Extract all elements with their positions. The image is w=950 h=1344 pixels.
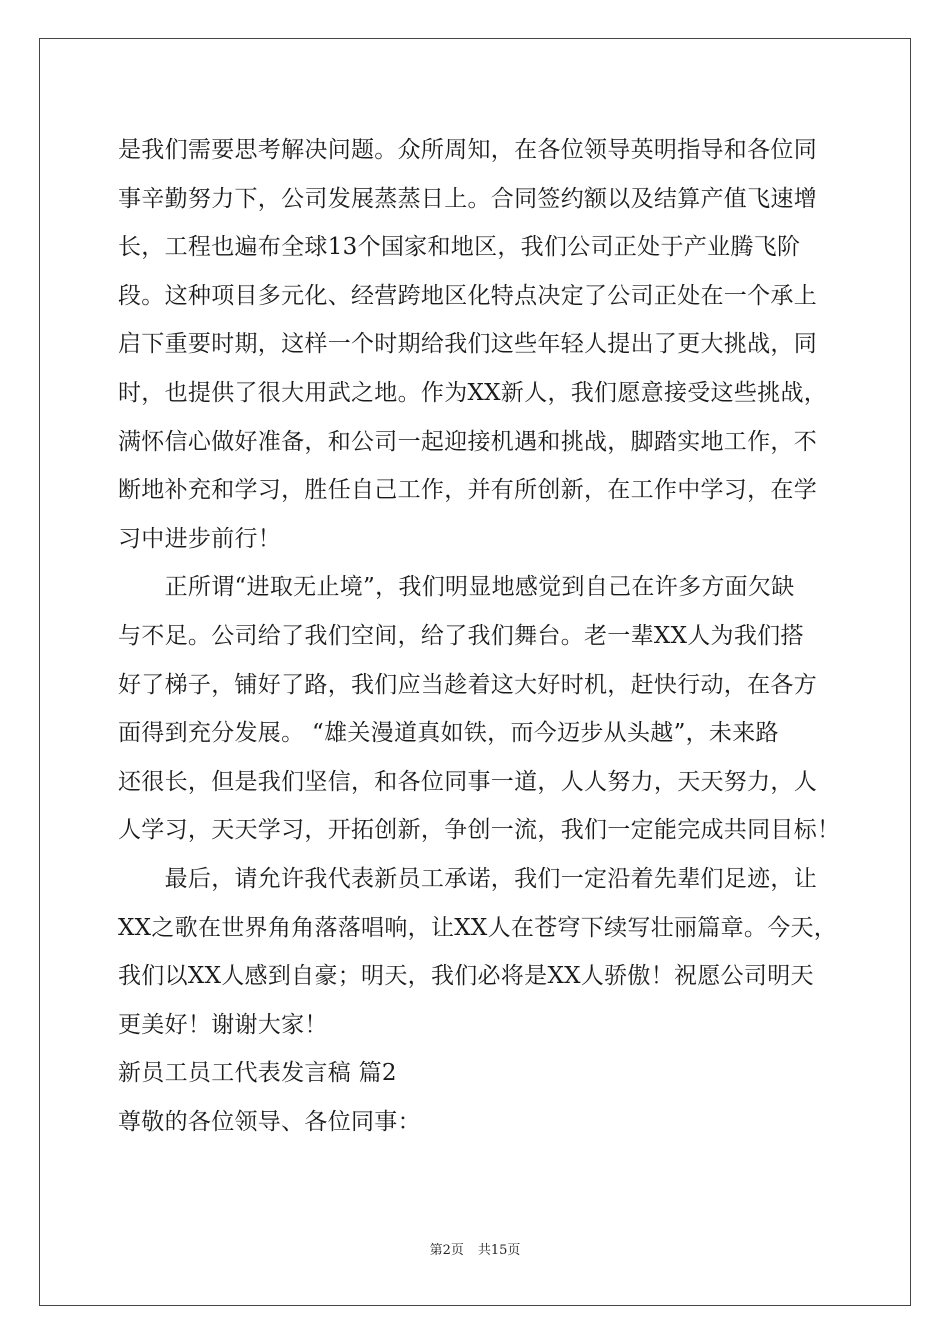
text-line: 最后，请允许我代表新员工承诺，我们一定沿着先辈们足迹，让 (118, 865, 817, 892)
salutation: 尊敬的各位领导、各位同事： (118, 1108, 421, 1135)
document-body (118, 126, 841, 1146)
text-line: 正所谓“进取无止境”，我们明显地感觉到自己在许多方面欠缺 (118, 574, 795, 601)
text-line: 好了梯子，铺好了路，我们应当趁着这大好时机，赶快行动，在各方 (118, 671, 817, 698)
text-line: 满怀信心做好准备，和公司一起迎接机遇和挑战，脚踏实地工作，不 (118, 428, 817, 455)
text-line: 与不足。公司给了我们空间，给了我们舞台。老一辈XX人为我们搭 (118, 622, 804, 649)
text-line: 长，工程也遍布全球13个国家和地区，我们公司正处于产业腾飞阶 (118, 234, 801, 261)
text-line: 习中进步前行！ (118, 525, 282, 552)
text-line: XX之歌在世界角角落落唱响，让XX人在苍穹下续写壮丽篇章。今天， (118, 914, 838, 941)
current-page: 第2页 (429, 1243, 464, 1258)
text-line: 我们以XX人感到自豪；明天，我们必将是XX人骄傲！祝愿公司明天 (118, 963, 814, 990)
text-line: 是我们需要思考解决问题。众所周知，在各位领导英明指导和各位同 (118, 137, 817, 163)
page-footer (0, 1241, 950, 1261)
text-line: 面得到充分发展。 “雄关漫道真如铁，而今迈步从头越”，未来路 (118, 720, 779, 747)
text-line: 人学习，天天学习，开拓创新，争创一流，我们一定能完成共同目标！ (118, 817, 841, 844)
text-line: 更美好！谢谢大家！ (118, 1011, 328, 1038)
section-heading: 新员工员工代表发言稿 篇2 (118, 1060, 397, 1087)
total-pages: 共15页 (477, 1243, 521, 1258)
text-line: 段。这种项目多元化、经营跨地区化特点决定了公司正处在一个承上 (118, 282, 817, 309)
text-line: 还很长，但是我们坚信，和各位同事一道，人人努力，天天努力，人 (118, 768, 817, 795)
text-line: 启下重要时期，这样一个时期给我们这些年轻人提出了更大挑战，同 (118, 331, 817, 358)
text-line: 事辛勤努力下，公司发展蒸蒸日上。合同签约额以及结算产值飞速增 (118, 185, 817, 212)
text-line: 时，也提供了很大用武之地。作为XX新人，我们愿意接受这些挑战， (118, 379, 828, 406)
text-line: 断地补充和学习，胜任自己工作，并有所创新，在工作中学习，在学 (118, 477, 817, 504)
